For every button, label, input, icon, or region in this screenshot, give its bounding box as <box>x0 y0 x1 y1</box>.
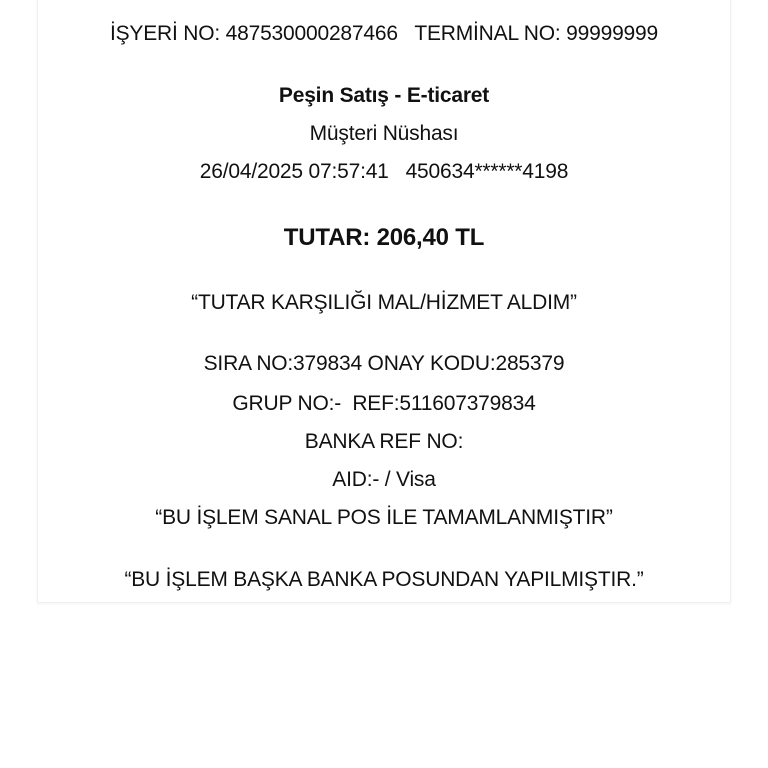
virtual-pos-note: “BU İŞLEM SANAL POS İLE TAMAMLANMIŞTIR” <box>155 506 613 529</box>
amount: TUTAR: 206,40 TL <box>283 224 485 251</box>
aid-card-brand: AID:- / Visa <box>332 468 436 491</box>
merchant-terminal-line: İŞYERİ NO: 487530000287466 TERMİNAL NO: 99999999 <box>109 22 658 45</box>
other-bank-note: “BU İŞLEM BAŞKA BANKA POSUNDAN YAPILMIŞTIR.” <box>124 568 644 591</box>
transaction-type: Peşin Satış - E-ticaret <box>278 84 490 107</box>
sequence-approval-code: SIRA NO:379834 ONAY KODU:285379 <box>203 352 565 375</box>
copy-type: Müşteri Nüshası <box>309 122 459 145</box>
acknowledgement-text: “TUTAR KARŞILIĞI MAL/HİZMET ALDIM” <box>191 291 577 314</box>
datetime-card-number: 26/04/2025 07:57:41 450634******4198 <box>199 160 569 183</box>
bank-reference: BANKA REF NO: <box>304 430 464 453</box>
group-reference: GRUP NO:- REF:511607379834 <box>232 392 536 415</box>
